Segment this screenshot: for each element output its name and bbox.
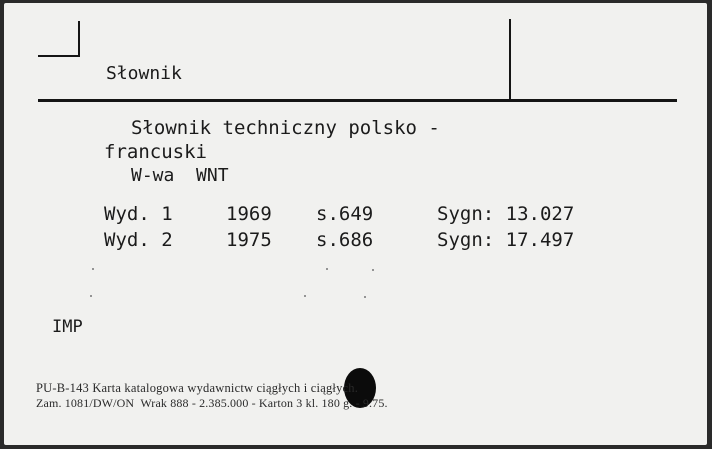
edition-pages: s.649 bbox=[316, 203, 374, 225]
speck bbox=[92, 268, 94, 270]
card-mark: IMP bbox=[52, 317, 83, 337]
card-heading: Słownik bbox=[106, 63, 182, 84]
speck bbox=[364, 296, 366, 298]
header-divider bbox=[509, 19, 511, 101]
corner-mark-vertical bbox=[78, 21, 80, 57]
speck bbox=[372, 269, 374, 271]
edition-year: 1975 bbox=[226, 229, 272, 251]
entry-title-line2: francuski bbox=[104, 141, 207, 163]
footer-line-1: PU-B-143 Karta katalogowa wydawnictw ciągłych i ciągłych. bbox=[36, 381, 359, 395]
speck bbox=[304, 295, 306, 297]
edition-pages: s.686 bbox=[316, 229, 374, 251]
corner-mark-horizontal bbox=[38, 55, 80, 57]
edition-signature: Sygn: 17.497 bbox=[437, 229, 575, 251]
edition-year: 1969 bbox=[226, 203, 272, 225]
catalog-card bbox=[4, 3, 707, 445]
entry-publisher: W-wa WNT bbox=[131, 165, 229, 186]
speck bbox=[90, 295, 92, 297]
speck bbox=[326, 268, 328, 270]
edition-signature: Sygn: 13.027 bbox=[437, 203, 575, 225]
edition-number: Wyd. 1 bbox=[104, 203, 173, 225]
entry-title-line1: Słownik techniczny polsko - bbox=[131, 117, 440, 139]
footer-line-2: Zam. 1081/DW/ON Wrak 888 - 2.385.000 - Karton 3 kl. 180 g. - 9.75. bbox=[36, 396, 388, 410]
edition-number: Wyd. 2 bbox=[104, 229, 173, 251]
header-rule bbox=[38, 99, 677, 102]
